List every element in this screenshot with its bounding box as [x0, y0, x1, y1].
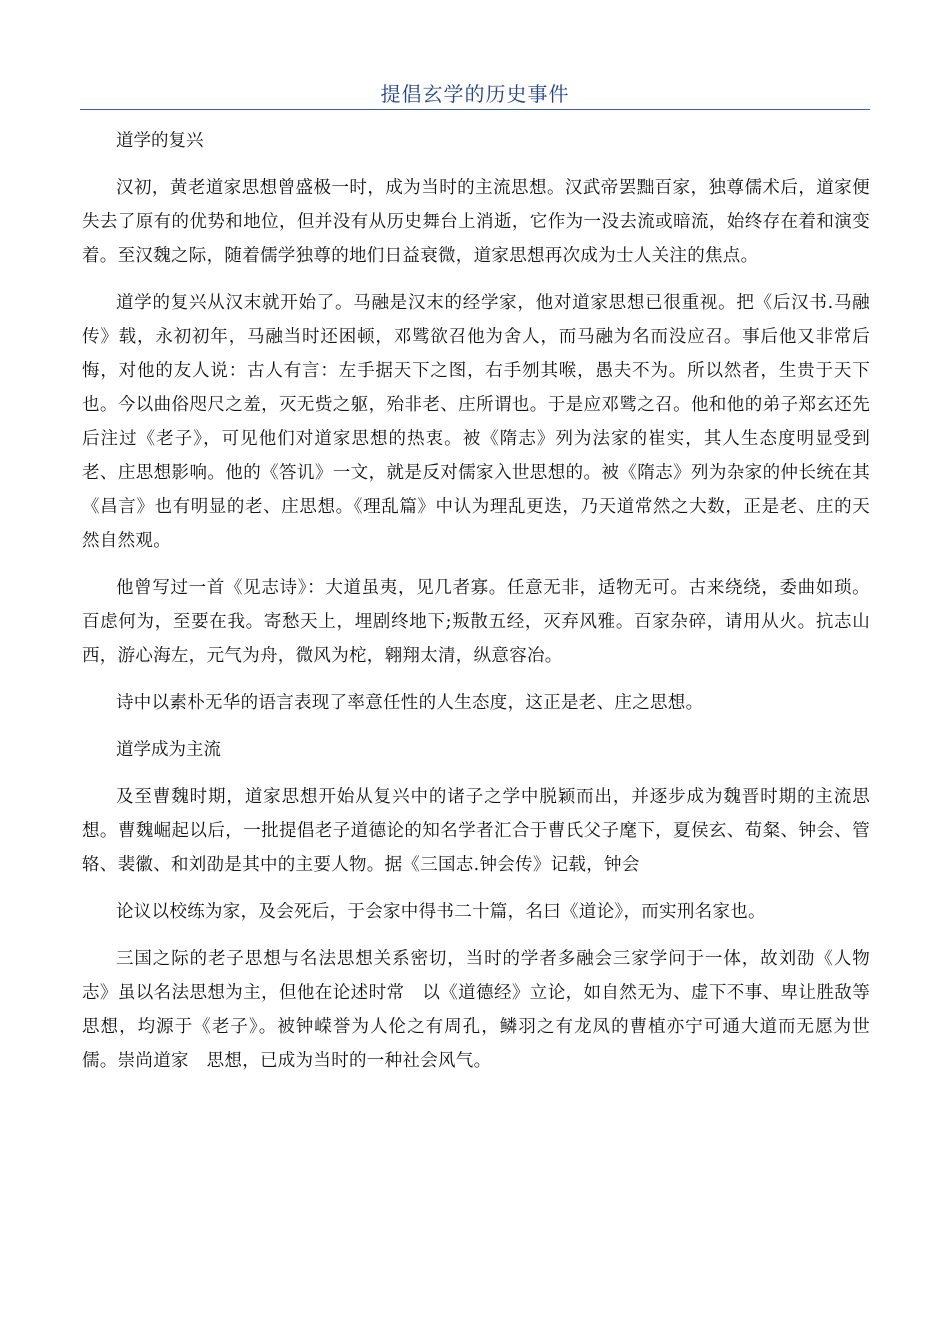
paragraph-4: 诗中以素朴无华的语言表现了率意任性的人生态度，这正是老、庄之思想。	[116, 693, 704, 713]
paragraph-1: 汉初，黄老道家思想曾盛极一时，成为当时的主流思想。汉武帝罢黜百家，独尊儒术后，道家便失去了原有的优势和地位，但并没有从历史舞台上消逝，它作为一没去流或暗流，始终存在着和演变着。至汉魏之际，随着儒学独尊的地们日益衰微，道家思想再次成为士人关注的焦点。	[82, 178, 870, 266]
paragraph-2: 道学的复兴从汉末就开始了。马融是汉末的经学家，他对道家思想已很重视。把《后汉书.马融传》载，永初初年，马融当时还困顿，邓骘欲召他为舍人，而马融为名而没应召。事后他又非常后悔，对他的友人说：古人有言：左手据天下之图，右手刎其喉，愚夫不为。所以然者，生贵于天下也。今以曲俗咫尺之羞，灭无赀之躯，殆非老、庄所谓也。于是应邓骘之召。他和他的弟子郑玄还先后注过《老子》，可见他们对道家思想的热衷。被《隋志》列为法家的崔实，其人生态度明显受到老、庄思想影响。他的《答讥》一文，就是反对儒家入世思想的。被《隋志》列为杂家的仲长统在其《昌言》也有明显的老、庄思想。《理乱篇》中认为理乱更迭，乃天道常然之大数，正是老、庄的天然自然观。	[82, 293, 870, 551]
document-title: 提倡玄学的历史事件	[380, 82, 570, 106]
section-heading-mainstream: 道学成为主流	[116, 740, 221, 760]
paragraph-6: 论议以校练为家，及会死后，于会家中得书二十篇，名曰《道论》，而实刑名家也。	[116, 902, 766, 922]
title-divider	[80, 109, 870, 110]
paragraph-7: 三国之际的老子思想与名法思想关系密切，当时的学者多融会三家学问于一体，故刘劭《人物志》虽以名法思想为主，但他在论述时常 以《道德经》立论，如自然无为、虚下不事、卑让胜敌等思想，均源于《老子》。被钟嵘誉为人伦之有周孔，鳞羽之有龙凤的曹植亦宁可通大道而无愿为世儒。崇尚道家 思想，已成为当时的一种社会风气。	[82, 949, 870, 1071]
document-body	[82, 124, 870, 1091]
paragraph-5: 及至曹魏时期，道家思想开始从复兴中的诸子之学中脱颖而出，并逐步成为魏晋时期的主流思想。曹魏崛起以后，一批提倡老子道德论的知名学者汇合于曹氏父子麾下，夏侯玄、荀粲、钟会、管辂、裴徽、和刘劭是其中的主要人物。据《三国志.钟会传》记载，钟会	[82, 787, 870, 875]
section-heading-revival: 道学的复兴	[116, 131, 204, 151]
paragraph-3: 他曾写过一首《见志诗》：大道虽夷，见几者寡。任意无非，适物无可。古来绕绕，委曲如琐。百虑何为，至要在我。寄愁天上，埋剧终地下;叛散五经，灭弃风雅。百家杂碎，请用从火。抗志山西，游心海左，元气为舟，微风为柁，翱翔太清，纵意容冶。	[82, 578, 870, 666]
